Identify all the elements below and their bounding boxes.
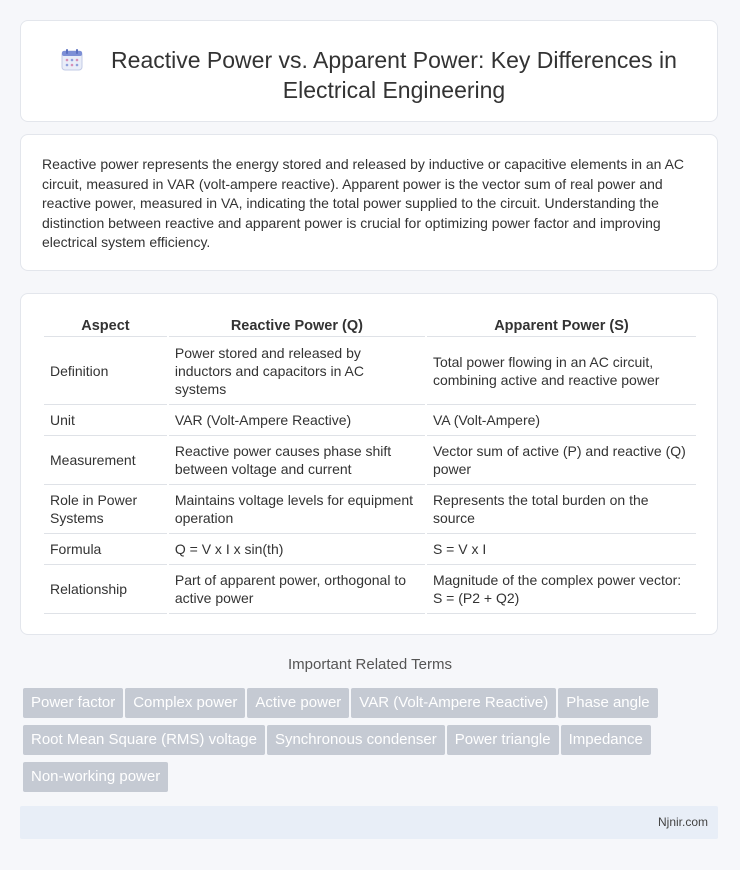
tag-power-factor[interactable]: Power factor — [23, 688, 123, 718]
intro-paragraph: Reactive power represents the energy stored and released by inductive or capacitive elements in an AC circuit, measured in VAR (volt-ampere reactive). Apparent power is the vector sum of real power and reactive power, measured in VA, indicating the total power supplied to the circuit. Understanding the distinction between reactive and apparent power is crucial for optimizing power factor and improving electrical system efficiency. — [42, 156, 685, 250]
tag-impedance[interactable]: Impedance — [561, 725, 651, 755]
table-cell: Measurement — [44, 436, 167, 485]
table-cell: Part of apparent power, orthogonal to active power — [169, 565, 425, 614]
table-cell: Magnitude of the complex power vector: S = (P2 + Q2) — [427, 565, 696, 614]
table-row — [44, 405, 696, 436]
page-title: Reactive Power vs. Apparent Power: Key Differences in Electrical Engineering — [111, 47, 677, 103]
tag-active-power[interactable]: Active power — [247, 688, 349, 718]
footer — [20, 806, 718, 839]
table-header-row — [44, 316, 696, 337]
intro-card — [20, 134, 718, 271]
tag-non-working-power[interactable]: Non-working power — [23, 762, 168, 792]
table-cell: Represents the total burden on the source — [427, 485, 696, 534]
table-row — [44, 565, 696, 614]
table-cell: Formula — [44, 534, 167, 565]
table-cell: VA (Volt-Ampere) — [427, 405, 696, 436]
table-cell: Vector sum of active (P) and reactive (Q) power — [427, 436, 696, 485]
title-card — [20, 20, 718, 122]
related-terms-heading: Important Related Terms — [288, 656, 452, 673]
table-cell: S = V x I — [427, 534, 696, 565]
tag-complex-power[interactable]: Complex power — [125, 688, 245, 718]
calendar-icon — [61, 49, 83, 71]
column-header-apparent: Apparent Power (S) — [427, 316, 696, 337]
comparison-table — [42, 316, 698, 614]
table-row — [44, 436, 696, 485]
column-header-reactive: Reactive Power (Q) — [169, 316, 425, 337]
related-terms-list — [23, 688, 723, 799]
table-cell: Maintains voltage levels for equipment operation — [169, 485, 425, 534]
table-cell: Unit — [44, 405, 167, 436]
table-cell: Definition — [44, 337, 167, 405]
table-cell: Role in Power Systems — [44, 485, 167, 534]
table-cell: Relationship — [44, 565, 167, 614]
table-cell: Total power flowing in an AC circuit, combining active and reactive power — [427, 337, 696, 405]
table-row — [44, 337, 696, 405]
comparison-table-card — [20, 293, 718, 635]
table-cell: Q = V x I x sin(th) — [169, 534, 425, 565]
tag-synchronous-condenser[interactable]: Synchronous condenser — [267, 725, 445, 755]
tag-power-triangle[interactable]: Power triangle — [447, 725, 559, 755]
table-cell: Power stored and released by inductors and capacitors in AC systems — [169, 337, 425, 405]
tag-rms-voltage[interactable]: Root Mean Square (RMS) voltage — [23, 725, 265, 755]
table-row — [44, 534, 696, 565]
tag-phase-angle[interactable]: Phase angle — [558, 688, 657, 718]
footer-site-name[interactable]: Njnir.com — [657, 815, 708, 829]
table-cell: VAR (Volt-Ampere Reactive) — [169, 405, 425, 436]
table-cell: Reactive power causes phase shift between voltage and current — [169, 436, 425, 485]
tag-var[interactable]: VAR (Volt-Ampere Reactive) — [351, 688, 556, 718]
column-header-aspect: Aspect — [44, 316, 167, 337]
table-row — [44, 485, 696, 534]
